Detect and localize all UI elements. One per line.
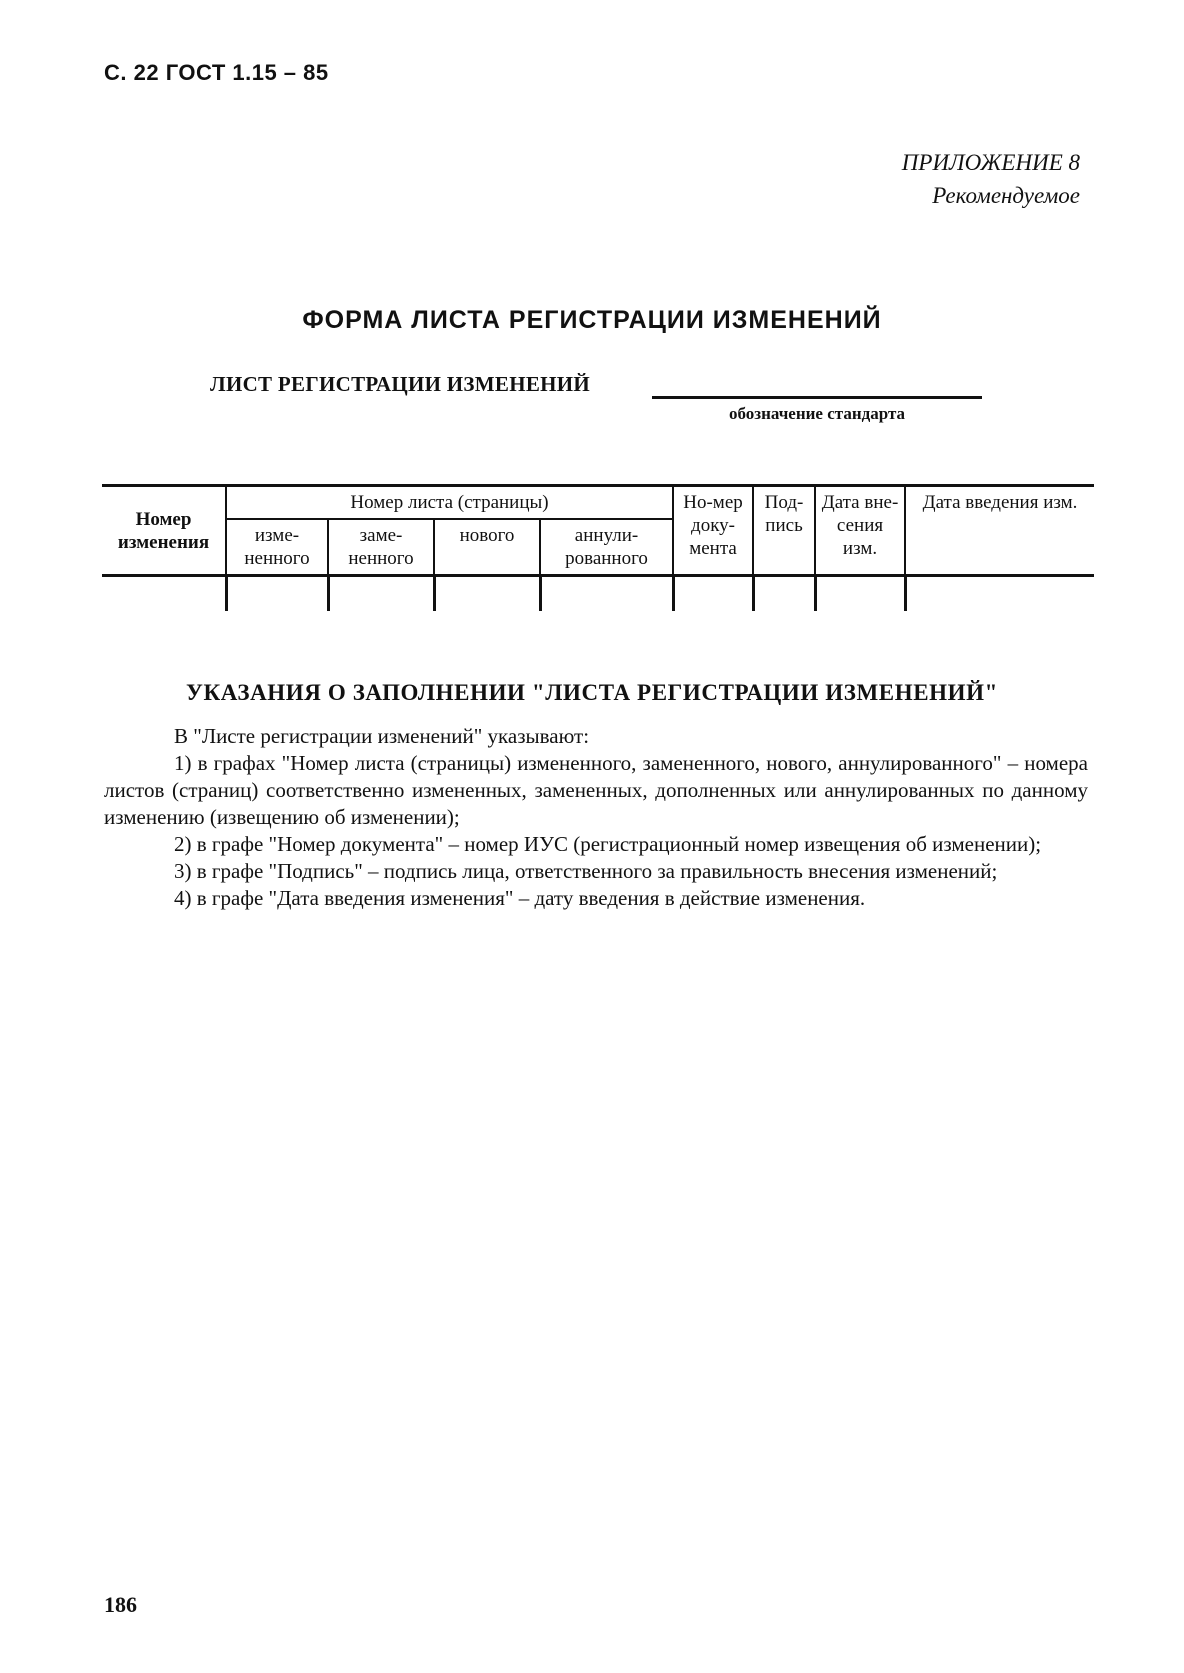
page-header-code: С. 22 ГОСТ 1.15 – 85: [104, 60, 329, 85]
col-document-number: Но-мер доку-мента: [673, 486, 753, 576]
page-number: 186: [104, 1592, 137, 1617]
form-title: ФОРМА ЛИСТА РЕГИСТРАЦИИ ИЗМЕНЕНИЙ: [302, 306, 882, 334]
table-cell: [905, 576, 1094, 612]
table-cell: [753, 576, 815, 612]
instructions-item-4: 4) в графе "Дата введения изменения" – дату введения в действие изменения.: [174, 886, 866, 910]
instructions-body: [104, 723, 1088, 912]
col-entry-date: Дата вне-сения изм.: [815, 486, 905, 576]
col-change-number: Номер изменения: [102, 486, 226, 576]
standard-designation-caption: обозначение стандарта: [728, 404, 906, 423]
table-cell: [102, 576, 226, 612]
instructions-item-2: 2) в графе "Номер документа" – номер ИУС (регистрационный номер извещения об изменении);: [174, 832, 1042, 856]
col-signature: Под-пись: [753, 486, 815, 576]
instructions-item-1: 1) в графах "Номер листа (страницы) измененного, замененного, нового, аннулированного" – номера листов (страниц) соответственно измененных, замененных, дополненных или аннулированных по данному изменению (извещению об изменении);: [104, 751, 1088, 829]
instructions-item-3: 3) в графе "Подпись" – подпись лица, ответственного за правильность внесения изменений;: [174, 859, 998, 883]
table-cell: [328, 576, 434, 612]
change-registration-table: [102, 484, 1094, 611]
col-introduction-date: Дата введения изм.: [905, 486, 1094, 576]
table-row-empty: [102, 576, 1094, 612]
table-cell: [226, 576, 328, 612]
table-cell: [815, 576, 905, 612]
instructions-intro: В "Листе регистрации изменений" указывают:: [174, 724, 590, 748]
col-group-sheet-number: Номер листа (страницы): [226, 486, 673, 520]
appendix-title: ПРИЛОЖЕНИЕ 8: [901, 150, 1080, 175]
subcol-changed: изме-ненного: [226, 519, 328, 576]
subcol-new: нового: [434, 519, 540, 576]
table-cell: [540, 576, 673, 612]
subcol-replaced: заме-ненного: [328, 519, 434, 576]
table-cell: [434, 576, 540, 612]
appendix-status: Рекомендуемое: [932, 183, 1080, 208]
appendix-block: [902, 146, 1080, 212]
sheet-label: ЛИСТ РЕГИСТРАЦИИ ИЗМЕНЕНИЙ: [210, 372, 591, 396]
instructions-title: УКАЗАНИЯ О ЗАПОЛНЕНИИ "ЛИСТА РЕГИСТРАЦИИ ИЗМЕНЕНИЙ": [185, 680, 999, 705]
subcol-cancelled: аннули-рованного: [540, 519, 673, 576]
standard-designation-line: [652, 396, 982, 399]
table-cell: [673, 576, 753, 612]
